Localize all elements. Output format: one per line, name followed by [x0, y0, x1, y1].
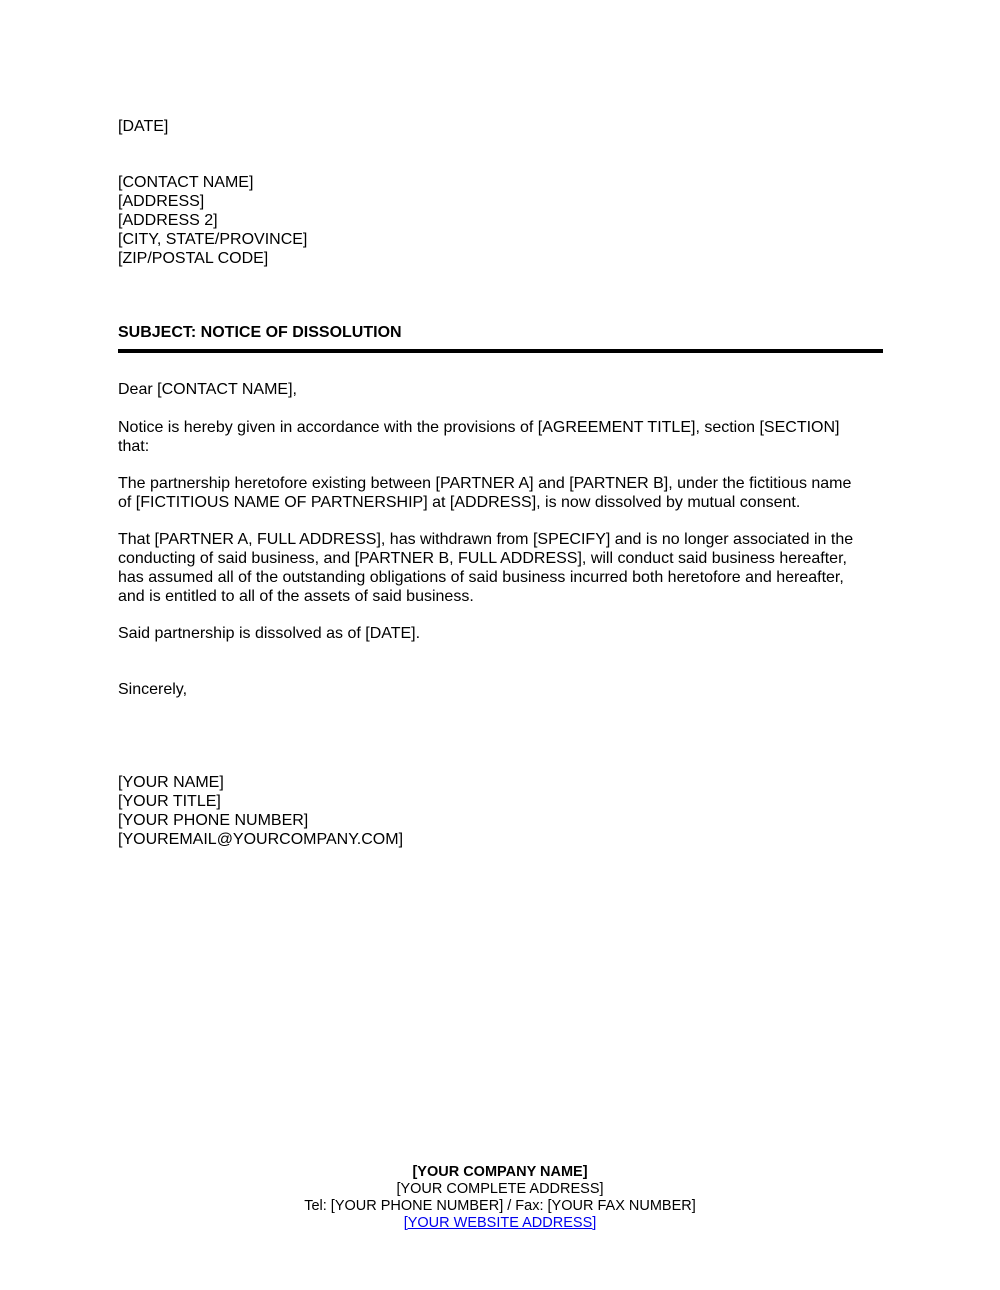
paragraph-line: that:	[118, 438, 150, 455]
recipient-address-line2: [ADDRESS 2]	[118, 212, 218, 229]
signature-email: [YOUREMAIL@YOURCOMPANY.COM]	[118, 831, 404, 848]
paragraph-line: Notice is hereby given in accordance with the provisions of [AGREEMENT TITLE], section [SECTION]	[118, 419, 840, 436]
footer-website-link[interactable]: [YOUR WEBSITE ADDRESS]	[403, 1215, 597, 1231]
footer-contact: Tel: [YOUR PHONE NUMBER] / Fax: [YOUR FAX NUMBER]	[304, 1198, 696, 1214]
paragraph-notice	[118, 418, 883, 456]
letter-footer	[0, 1164, 1000, 1232]
paragraph-withdrawal	[118, 530, 883, 606]
letter-date: [DATE]	[118, 118, 169, 135]
paragraph-line: of [FICTITIOUS NAME OF PARTNERSHIP] at [ADDRESS], is now dissolved by mutual consent.	[118, 494, 801, 511]
subject-line: SUBJECT: NOTICE OF DISSOLUTION	[118, 324, 402, 341]
paragraph-partnership	[118, 474, 883, 512]
paragraph-line: and is entitled to all of the assets of said business.	[118, 588, 474, 605]
footer-company-name: [YOUR COMPANY NAME]	[412, 1164, 588, 1180]
recipient-city-state: [CITY, STATE/PROVINCE]	[118, 231, 308, 248]
paragraph-line: Said partnership is dissolved as of [DATE].	[118, 625, 421, 642]
recipient-address-line1: [ADDRESS]	[118, 193, 205, 210]
paragraph-line: That [PARTNER A, FULL ADDRESS], has withdrawn from [SPECIFY] and is no longer associated in the	[118, 531, 854, 548]
subject-divider	[118, 349, 883, 353]
paragraph-dissolved-date	[118, 624, 883, 643]
closing: Sincerely,	[118, 681, 188, 698]
signature-phone: [YOUR PHONE NUMBER]	[118, 812, 309, 829]
recipient-address	[118, 173, 883, 268]
signature-name: [YOUR NAME]	[118, 774, 224, 791]
recipient-contact-name: [CONTACT NAME]	[118, 174, 254, 191]
paragraph-line: has assumed all of the outstanding obligations of said business incurred both heretofore and hereafter,	[118, 569, 844, 586]
paragraph-line: conducting of said business, and [PARTNER B, FULL ADDRESS], will conduct said business hereafter,	[118, 550, 847, 567]
footer-address: [YOUR COMPLETE ADDRESS]	[396, 1181, 604, 1197]
paragraph-line: The partnership heretofore existing between [PARTNER A] and [PARTNER B], under the fictitious name	[118, 475, 852, 492]
salutation: Dear [CONTACT NAME],	[118, 381, 297, 398]
signature-block	[118, 773, 883, 849]
signature-title: [YOUR TITLE]	[118, 793, 221, 810]
recipient-zip: [ZIP/POSTAL CODE]	[118, 250, 269, 267]
